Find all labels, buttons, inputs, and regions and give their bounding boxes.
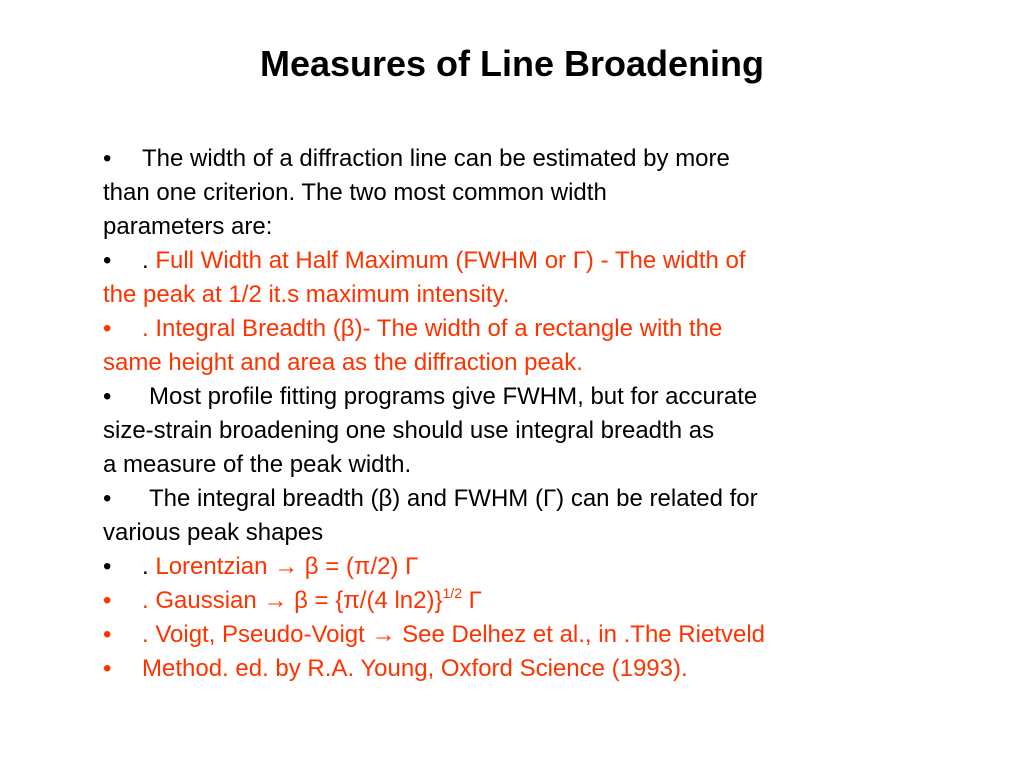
line-text: . Integral Breadth (β)- The width of a rectangle with the [142, 315, 723, 342]
superscript: 1/2 [442, 585, 462, 601]
line-prefix: . [142, 553, 156, 580]
bullet-marker: • [103, 553, 112, 580]
line-text: parameters are: [103, 213, 273, 240]
bullet-marker: • [103, 145, 112, 172]
line-text: same height and area as the diffraction peak. [103, 349, 583, 376]
line-text: than one criterion. The two most common width [103, 179, 607, 206]
list-item [103, 584, 983, 618]
list-item [103, 550, 983, 584]
line-text: the peak at 1/2 it.s maximum intensity. [103, 281, 510, 308]
bullet-marker: • [103, 621, 112, 648]
list-item [103, 618, 983, 652]
line-text: . Gaussian → β = {π/(4 ln2)} [142, 587, 443, 614]
list-item [103, 652, 983, 686]
line-tail: Γ [461, 587, 482, 614]
list-item-continuation [103, 278, 983, 312]
list-item-continuation [103, 346, 983, 380]
line-text: Lorentzian → β = (π/2) Γ [155, 553, 419, 580]
bullet-marker: • [103, 315, 112, 342]
bullet-list [103, 142, 983, 686]
list-item-continuation [103, 516, 983, 550]
bullet-marker: • [103, 383, 112, 410]
bullet-marker: • [103, 587, 112, 614]
list-item-continuation [103, 210, 983, 244]
list-item-continuation [103, 176, 983, 210]
bullet-marker: • [103, 655, 112, 682]
line-text: a measure of the peak width. [103, 451, 412, 478]
line-text: The width of a diffraction line can be estimated by more [142, 145, 730, 172]
line-text: Full Width at Half Maximum (FWHM or Γ) - The width of [155, 247, 746, 274]
list-item [103, 482, 983, 516]
list-item-continuation [103, 448, 983, 482]
list-item [103, 380, 983, 414]
list-item [103, 244, 983, 278]
line-text: The integral breadth (β) and FWHM (Γ) can be related for [149, 485, 758, 512]
list-item [103, 142, 983, 176]
line-prefix: . [142, 247, 156, 274]
line-text: Most profile fitting programs give FWHM, but for accurate [149, 383, 758, 410]
list-item-continuation [103, 414, 983, 448]
line-text: Method. ed. by R.A. Young, Oxford Science (1993). [142, 655, 688, 682]
bullet-marker: • [103, 485, 112, 512]
bullet-marker: • [103, 247, 112, 274]
slide-title: Measures of Line Broadening [259, 43, 765, 84]
line-text: various peak shapes [103, 519, 324, 546]
list-item [103, 312, 983, 346]
line-text: . Voigt, Pseudo-Voigt → See Delhez et al., in .The Rietveld [142, 621, 766, 648]
line-text: size-strain broadening one should use integral breadth as [103, 417, 715, 444]
